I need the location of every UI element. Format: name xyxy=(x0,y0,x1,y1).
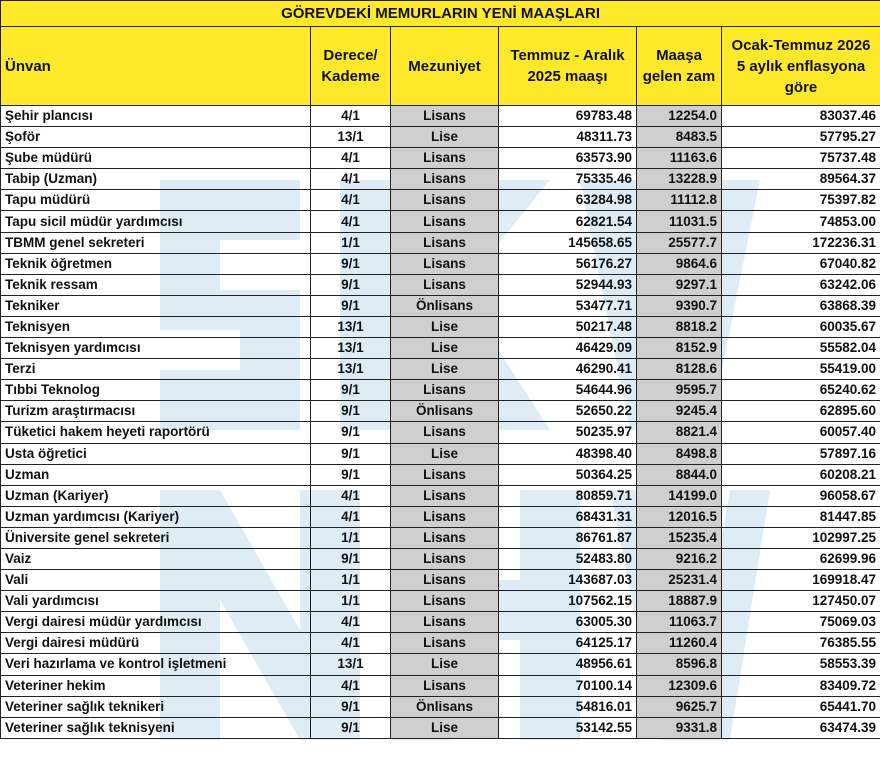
current-salary-cell: 48311.73 xyxy=(499,127,637,148)
current-salary-cell: 70100.14 xyxy=(499,675,637,696)
current-salary-cell: 50235.97 xyxy=(499,422,637,443)
job-title-cell: Vali yardımcısı xyxy=(1,591,311,612)
current-salary-cell: 69783.48 xyxy=(499,106,637,127)
job-title-cell: Uzman xyxy=(1,464,311,485)
grade-cell: 9/1 xyxy=(311,548,391,569)
table-row xyxy=(1,316,880,337)
job-title-cell: TBMM genel sekreteri xyxy=(1,232,311,253)
new-salary-cell: 55419.00 xyxy=(722,359,880,380)
education-cell: Lisans xyxy=(391,675,499,696)
job-title-cell: Şehir plancısı xyxy=(1,106,311,127)
header-grade: Derece/ Kademe xyxy=(311,27,391,106)
grade-cell: 4/1 xyxy=(311,190,391,211)
current-salary-cell: 46429.09 xyxy=(499,338,637,359)
education-cell: Lisans xyxy=(391,274,499,295)
raise-cell: 11063.7 xyxy=(637,612,722,633)
grade-cell: 9/1 xyxy=(311,422,391,443)
new-salary-cell: 67040.82 xyxy=(722,253,880,274)
current-salary-cell: 62821.54 xyxy=(499,211,637,232)
header-current-salary: Temmuz - Aralık 2025 maaşı xyxy=(499,27,637,106)
new-salary-cell: 63474.39 xyxy=(722,717,880,738)
new-salary-cell: 89564.37 xyxy=(722,169,880,190)
education-cell: Lisans xyxy=(391,253,499,274)
job-title-cell: Veteriner sağlık teknisyeni xyxy=(1,717,311,738)
current-salary-cell: 64125.17 xyxy=(499,633,637,654)
raise-cell: 14199.0 xyxy=(637,485,722,506)
new-salary-cell: 62895.60 xyxy=(722,401,880,422)
raise-cell: 8152.9 xyxy=(637,338,722,359)
education-cell: Lisans xyxy=(391,464,499,485)
table-row xyxy=(1,591,880,612)
table-row xyxy=(1,570,880,591)
education-cell: Lisans xyxy=(391,612,499,633)
table-title: GÖREVDEKİ MEMURLARIN YENİ MAAŞLARI xyxy=(1,1,880,27)
job-title-cell: Teknik öğretmen xyxy=(1,253,311,274)
table-row xyxy=(1,148,880,169)
job-title-cell: Veri hazırlama ve kontrol işletmeni xyxy=(1,654,311,675)
grade-cell: 13/1 xyxy=(311,127,391,148)
current-salary-cell: 68431.31 xyxy=(499,506,637,527)
grade-cell: 9/1 xyxy=(311,717,391,738)
job-title-cell: Tüketici hakem heyeti raportörü xyxy=(1,422,311,443)
grade-cell: 9/1 xyxy=(311,380,391,401)
table-row xyxy=(1,422,880,443)
current-salary-cell: 52483.80 xyxy=(499,548,637,569)
education-cell: Lisans xyxy=(391,148,499,169)
raise-cell: 9245.4 xyxy=(637,401,722,422)
new-salary-cell: 102997.25 xyxy=(722,527,880,548)
raise-cell: 9625.7 xyxy=(637,696,722,717)
table-row xyxy=(1,527,880,548)
education-cell: Lise xyxy=(391,654,499,675)
job-title-cell: Vergi dairesi müdür yardımcısı xyxy=(1,612,311,633)
raise-cell: 18887.9 xyxy=(637,591,722,612)
raise-cell: 11260.4 xyxy=(637,633,722,654)
header-title: Ünvan xyxy=(1,27,311,106)
grade-cell: 4/1 xyxy=(311,675,391,696)
current-salary-cell: 80859.71 xyxy=(499,485,637,506)
education-cell: Lisans xyxy=(391,548,499,569)
new-salary-cell: 60208.21 xyxy=(722,464,880,485)
education-cell: Lisans xyxy=(391,211,499,232)
new-salary-cell: 96058.67 xyxy=(722,485,880,506)
job-title-cell: Tıbbi Teknolog xyxy=(1,380,311,401)
job-title-cell: Veteriner hekim xyxy=(1,675,311,696)
job-title-cell: Tekniker xyxy=(1,295,311,316)
raise-cell: 9595.7 xyxy=(637,380,722,401)
current-salary-cell: 54644.96 xyxy=(499,380,637,401)
current-salary-cell: 145658.65 xyxy=(499,232,637,253)
raise-cell: 8596.8 xyxy=(637,654,722,675)
grade-cell: 9/1 xyxy=(311,274,391,295)
grade-cell: 13/1 xyxy=(311,338,391,359)
grade-cell: 13/1 xyxy=(311,654,391,675)
current-salary-cell: 50217.48 xyxy=(499,316,637,337)
grade-cell: 9/1 xyxy=(311,253,391,274)
education-cell: Lisans xyxy=(391,190,499,211)
job-title-cell: Turizm araştırmacısı xyxy=(1,401,311,422)
grade-cell: 4/1 xyxy=(311,169,391,190)
grade-cell: 4/1 xyxy=(311,211,391,232)
table-row xyxy=(1,380,880,401)
grade-cell: 13/1 xyxy=(311,359,391,380)
grade-cell: 1/1 xyxy=(311,591,391,612)
education-cell: Lise xyxy=(391,717,499,738)
new-salary-cell: 75737.48 xyxy=(722,148,880,169)
new-salary-cell: 172236.31 xyxy=(722,232,880,253)
new-salary-cell: 62699.96 xyxy=(722,548,880,569)
table-row xyxy=(1,633,880,654)
header-new-salary: Ocak-Temmuz 2026 5 aylık enflasyona göre xyxy=(722,27,880,106)
raise-cell: 9331.8 xyxy=(637,717,722,738)
grade-cell: 13/1 xyxy=(311,316,391,337)
raise-cell: 25231.4 xyxy=(637,570,722,591)
new-salary-cell: 60057.40 xyxy=(722,422,880,443)
education-cell: Lisans xyxy=(391,169,499,190)
education-cell: Lisans xyxy=(391,485,499,506)
new-salary-cell: 81447.85 xyxy=(722,506,880,527)
education-cell: Lise xyxy=(391,316,499,337)
new-salary-cell: 65240.62 xyxy=(722,380,880,401)
table-row xyxy=(1,127,880,148)
raise-cell: 9216.2 xyxy=(637,548,722,569)
job-title-cell: Tabip (Uzman) xyxy=(1,169,311,190)
job-title-cell: Tapu müdürü xyxy=(1,190,311,211)
new-salary-cell: 60035.67 xyxy=(722,316,880,337)
table-row xyxy=(1,232,880,253)
new-salary-cell: 76385.55 xyxy=(722,633,880,654)
raise-cell: 9864.6 xyxy=(637,253,722,274)
education-cell: Önlisans xyxy=(391,696,499,717)
current-salary-cell: 107562.15 xyxy=(499,591,637,612)
current-salary-cell: 52650.22 xyxy=(499,401,637,422)
grade-cell: 1/1 xyxy=(311,527,391,548)
new-salary-cell: 57795.27 xyxy=(722,127,880,148)
job-title-cell: Üniversite genel sekreteri xyxy=(1,527,311,548)
table-row xyxy=(1,654,880,675)
job-title-cell: Vaiz xyxy=(1,548,311,569)
job-title-cell: Teknisyen xyxy=(1,316,311,337)
table-row xyxy=(1,274,880,295)
current-salary-cell: 48398.40 xyxy=(499,443,637,464)
table-row xyxy=(1,717,880,738)
new-salary-cell: 75397.82 xyxy=(722,190,880,211)
job-title-cell: Vali xyxy=(1,570,311,591)
raise-cell: 8498.8 xyxy=(637,443,722,464)
table-row xyxy=(1,464,880,485)
table-row xyxy=(1,169,880,190)
grade-cell: 9/1 xyxy=(311,295,391,316)
new-salary-cell: 75069.03 xyxy=(722,612,880,633)
education-cell: Lisans xyxy=(391,570,499,591)
table-row xyxy=(1,696,880,717)
grade-cell: 4/1 xyxy=(311,485,391,506)
current-salary-cell: 143687.03 xyxy=(499,570,637,591)
job-title-cell: Şoför xyxy=(1,127,311,148)
education-cell: Lisans xyxy=(391,106,499,127)
table-row xyxy=(1,506,880,527)
current-salary-cell: 63573.90 xyxy=(499,148,637,169)
grade-cell: 9/1 xyxy=(311,696,391,717)
job-title-cell: Uzman (Kariyer) xyxy=(1,485,311,506)
new-salary-cell: 169918.47 xyxy=(722,570,880,591)
new-salary-cell: 83409.72 xyxy=(722,675,880,696)
grade-cell: 4/1 xyxy=(311,612,391,633)
education-cell: Lisans xyxy=(391,527,499,548)
current-salary-cell: 52944.93 xyxy=(499,274,637,295)
raise-cell: 12254.0 xyxy=(637,106,722,127)
raise-cell: 11163.6 xyxy=(637,148,722,169)
table-row xyxy=(1,359,880,380)
new-salary-cell: 83037.46 xyxy=(722,106,880,127)
new-salary-cell: 127450.07 xyxy=(722,591,880,612)
education-cell: Lisans xyxy=(391,422,499,443)
current-salary-cell: 56176.27 xyxy=(499,253,637,274)
raise-cell: 9297.1 xyxy=(637,274,722,295)
table-row xyxy=(1,295,880,316)
job-title-cell: Veteriner sağlık teknikeri xyxy=(1,696,311,717)
education-cell: Lisans xyxy=(391,232,499,253)
job-title-cell: Şube müdürü xyxy=(1,148,311,169)
grade-cell: 4/1 xyxy=(311,148,391,169)
current-salary-cell: 48956.61 xyxy=(499,654,637,675)
current-salary-cell: 53142.55 xyxy=(499,717,637,738)
job-title-cell: Teknik ressam xyxy=(1,274,311,295)
raise-cell: 11031.5 xyxy=(637,211,722,232)
raise-cell: 13228.9 xyxy=(637,169,722,190)
raise-cell: 8483.5 xyxy=(637,127,722,148)
job-title-cell: Terzi xyxy=(1,359,311,380)
raise-cell: 12016.5 xyxy=(637,506,722,527)
job-title-cell: Teknisyen yardımcısı xyxy=(1,338,311,359)
raise-cell: 8128.6 xyxy=(637,359,722,380)
grade-cell: 4/1 xyxy=(311,106,391,127)
new-salary-cell: 74853.00 xyxy=(722,211,880,232)
new-salary-cell: 63242.06 xyxy=(722,274,880,295)
grade-cell: 4/1 xyxy=(311,633,391,654)
education-cell: Lise xyxy=(391,338,499,359)
education-cell: Lisans xyxy=(391,380,499,401)
current-salary-cell: 63284.98 xyxy=(499,190,637,211)
raise-cell: 12309.6 xyxy=(637,675,722,696)
new-salary-cell: 57897.16 xyxy=(722,443,880,464)
grade-cell: 1/1 xyxy=(311,570,391,591)
raise-cell: 9390.7 xyxy=(637,295,722,316)
table-row xyxy=(1,443,880,464)
education-cell: Önlisans xyxy=(391,401,499,422)
current-salary-cell: 86761.87 xyxy=(499,527,637,548)
job-title-cell: Vergi dairesi müdürü xyxy=(1,633,311,654)
table-row xyxy=(1,612,880,633)
raise-cell: 8821.4 xyxy=(637,422,722,443)
current-salary-cell: 75335.46 xyxy=(499,169,637,190)
education-cell: Lisans xyxy=(391,633,499,654)
raise-cell: 8818.2 xyxy=(637,316,722,337)
table-row xyxy=(1,675,880,696)
grade-cell: 9/1 xyxy=(311,443,391,464)
education-cell: Lisans xyxy=(391,591,499,612)
grade-cell: 4/1 xyxy=(311,506,391,527)
job-title-cell: Uzman yardımcısı (Kariyer) xyxy=(1,506,311,527)
current-salary-cell: 46290.41 xyxy=(499,359,637,380)
header-raise: Maaşa gelen zam xyxy=(637,27,722,106)
header-education: Mezuniyet xyxy=(391,27,499,106)
current-salary-cell: 63005.30 xyxy=(499,612,637,633)
education-cell: Lise xyxy=(391,127,499,148)
education-cell: Önlisans xyxy=(391,295,499,316)
new-salary-cell: 55582.04 xyxy=(722,338,880,359)
raise-cell: 15235.4 xyxy=(637,527,722,548)
new-salary-cell: 65441.70 xyxy=(722,696,880,717)
raise-cell: 25577.7 xyxy=(637,232,722,253)
table-row xyxy=(1,548,880,569)
table-row xyxy=(1,190,880,211)
table-row xyxy=(1,211,880,232)
current-salary-cell: 50364.25 xyxy=(499,464,637,485)
raise-cell: 11112.8 xyxy=(637,190,722,211)
education-cell: Lise xyxy=(391,359,499,380)
current-salary-cell: 53477.71 xyxy=(499,295,637,316)
job-title-cell: Tapu sicil müdür yardımcısı xyxy=(1,211,311,232)
job-title-cell: Usta öğretici xyxy=(1,443,311,464)
table-row xyxy=(1,106,880,127)
table-row xyxy=(1,485,880,506)
grade-cell: 9/1 xyxy=(311,464,391,485)
table-row xyxy=(1,253,880,274)
new-salary-cell: 58553.39 xyxy=(722,654,880,675)
education-cell: Lise xyxy=(391,443,499,464)
grade-cell: 1/1 xyxy=(311,232,391,253)
education-cell: Lisans xyxy=(391,506,499,527)
table-row xyxy=(1,338,880,359)
new-salary-cell: 63868.39 xyxy=(722,295,880,316)
raise-cell: 8844.0 xyxy=(637,464,722,485)
current-salary-cell: 54816.01 xyxy=(499,696,637,717)
table-row xyxy=(1,401,880,422)
grade-cell: 9/1 xyxy=(311,401,391,422)
